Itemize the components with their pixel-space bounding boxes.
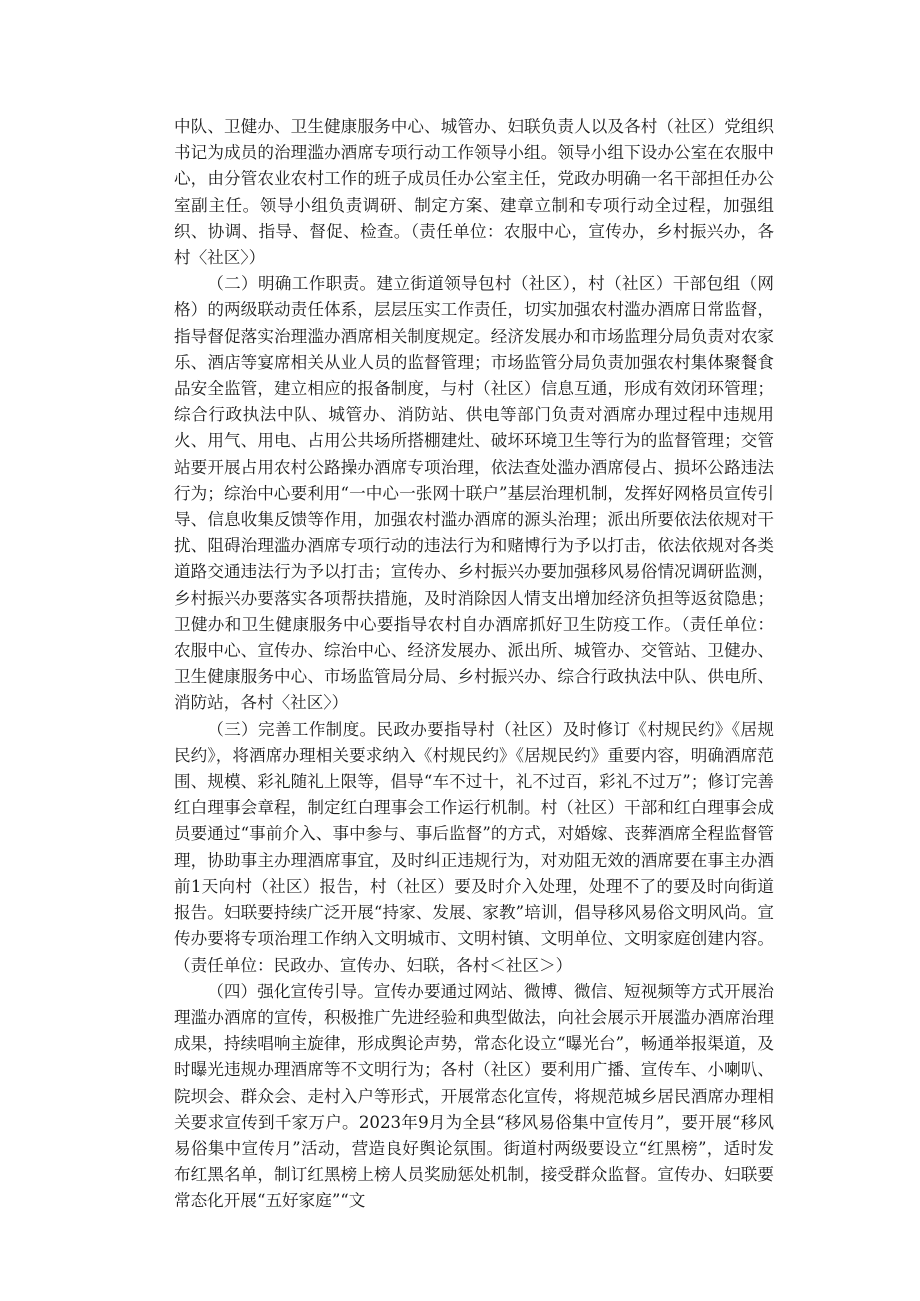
paragraph-work-system: （三）完善工作制度。民政办要指导村（社区）及时修订《村规民约》《居规民约》，将酒席办理相关要求纳入《村规民约》《居规民约》重要内容，明确酒席范围、规模、彩礼随礼上限等，倡导“车不过十，礼不过百，彩礼不过万”；修订完善红白理事会章程，制定红白理事会工作运行机制。村（社区）干部和红白理事会成员要通过“事前介入、事中参与、事后监督”的方式，对婚嫁、丧葬酒席全程监督管理，协助事主办理酒席事宜，及时纠正违规行为，对劝阻无效的酒席要在事主办酒前1天向村（社区）报告，村（社区）要及时介入处理，处理不了的要及时向街道报告。妇联要持续广泛开展“持家、发展、家教”培训，倡导移风易俗文明风尚。宣传办要将专项治理工作纳入文明城市、文明村镇、文明单位、文明家庭创建内容。（责任单位：民政办、宣传办、妇联，各村＜社区＞） [174,719,774,975]
paragraph-leadership-group: 中队、卫健办、卫生健康服务中心、城管办、妇联负责人以及各村（社区）党组织书记为成员的治理滥办酒席专项行动工作领导小组。领导小组下设办公室在农服中心，由分管农业农村工作的班子成员任办公室主任，党政办明确一名干部担任办公室副主任。领导小组负责调研、制定方案、建章立制和专项行动全过程，加强组织、协调、指导、督促、检查。（责任单位：农服中心，宣传办，乡村振兴办，各村〈社区〉） [174,117,774,268]
paragraph-publicity: （四）强化宣传引导。宣传办要通过网站、微博、微信、短视频等方式开展治理滥办酒席的宣传，积极推广先进经验和典型做法，向社会展示开展滥办酒席治理成果，持续唱响主旋律，形成舆论声势，常态化设立“曝光台”，畅通举报渠道，及时曝光违规办理酒席等不文明行为；各村（社区）要利用广播、宣传车、小喇叭、院坝会、群众会、走村入户等形式，开展常态化宣传，将规范城乡居民酒席办理相关要求宣传到千家万户。2023年9月为全县“移风易俗集中宣传月”，要开展“移风易俗集中宣传月”活动，营造良好舆论氛围。街道村两级要设立“红黑榜”，适时发布红黑名单，制订红黑榜上榜人员奖励惩处机制，接受群众监督。宣传办、妇联要常态化开展“五好家庭”“文 [174,981,774,1211]
document-body [174,114,774,1215]
paragraph-work-duties: （二）明确工作职责。建立街道领导包村（社区），村（社区）干部包组（网格）的两级联动责任体系，层层压实工作责任，切实加强农村滥办酒席日常监督，指导督促落实治理滥办酒席相关制度规定。经济发展办和市场监理分局负责对农家乐、酒店等宴席相关从业人员的监督管理；市场监管分局负责加强农村集体聚餐食品安全监管，建立相应的报备制度，与村（社区）信息互通，形成有效闭环管理；综合行政执法中队、城管办、消防站、供电等部门负责对酒席办理过程中违规用火、用气、用电、占用公共场所搭棚建灶、破坏环境卫生等行为的监督管理；交管站要开展占用农村公路操办酒席专项治理，依法查处滥办酒席侵占、损坏公路违法行为；综治中心要利用“一中心一张网十联户”基层治理机制，发挥好网格员宣传引导、信息收集反馈等作用，加强农村滥办酒席的源头治理；派出所要依法依规对干扰、阻碍治理滥办酒席专项行动的违法行为和赌博行为予以打击，依法依规对各类道路交通违法行为予以打击；宣传办、乡村振兴办要加强移风易俗情况调研监测，乡村振兴办要落实各项帮扶措施，及时消除因人情支出增加经济负担等返贫隐患；卫健办和卫生健康服务中心要指导农村自办酒席抓好卫生防疫工作。（责任单位：农服中心、宣传办、综治中心、经济发展办、派出所、城管办、交管站、卫健办、卫生健康服务中心、市场监管局分局、乡村振兴办、综合行政执法中队、供电所、消防站，各村〈社区〉） [174,274,774,713]
